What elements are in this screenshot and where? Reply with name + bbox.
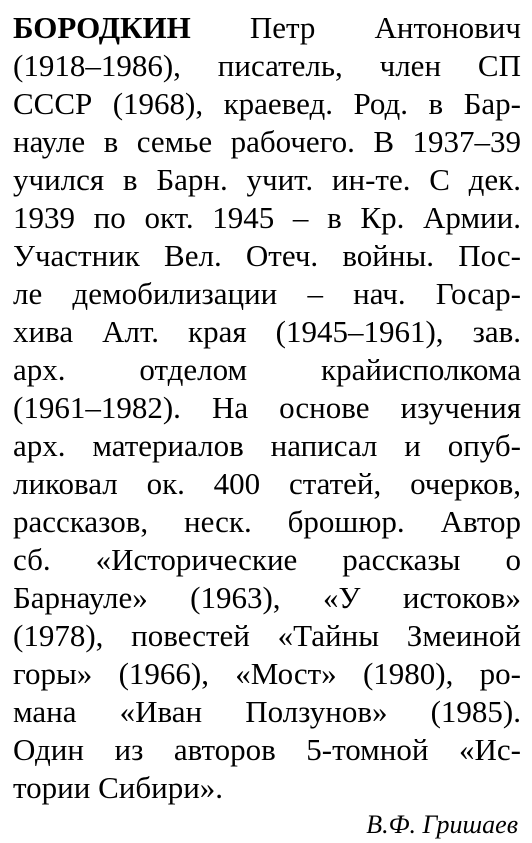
article-line-10: арх. отделом крайисполкома	[13, 352, 521, 387]
article-headword: БОРОДКИН	[13, 10, 191, 45]
article-line-4: науле в семье рабочего. В 1937–39	[13, 124, 521, 159]
article-line-1	[13, 8, 521, 48]
article-author-signature: В.Ф. Гришаев	[366, 810, 518, 839]
article-line-21: тории Сибири».	[13, 770, 224, 805]
article-line-1-text: Петр Антонович	[249, 10, 521, 45]
article-line-17: (1978), повестей «Тайны Змеиной	[13, 618, 521, 653]
article-line-15: сб. «Исторические рассказы о	[13, 542, 521, 577]
article-line-3: СССР (1968), краевед. Род. в Бар-	[13, 86, 521, 121]
article-line-11: (1961–1982). На основе изучения	[13, 390, 521, 425]
article-line-2: (1918–1986), писатель, член СП	[13, 48, 521, 83]
article-line-18: горы» (1966), «Мост» (1980), ро-	[13, 656, 521, 691]
article-line-8: ле демобилизации – нач. Госар-	[13, 276, 521, 311]
article-line-19: мана «Иван Ползунов» (1985).	[13, 694, 521, 729]
article-line-6: 1939 по окт. 1945 – в Кр. Армии.	[13, 200, 521, 235]
article-line-14: рассказов, неск. брошюр. Автор	[13, 504, 521, 539]
article-line-7: Участник Вел. Отеч. войны. Пос-	[13, 238, 521, 273]
article-line-9: хива Алт. края (1945–1961), зав.	[13, 314, 521, 349]
article-line-13: ликовал ок. 400 статей, очерков,	[13, 466, 521, 501]
article-line-20: Один из авторов 5-томной «Ис-	[13, 732, 521, 767]
article-line-5: учился в Барн. учит. ин-те. С дек.	[13, 162, 521, 197]
article-line-12: арх. материалов написал и опуб-	[13, 428, 521, 463]
article-line-16: Барнауле» (1963), «У истоков»	[13, 580, 521, 615]
